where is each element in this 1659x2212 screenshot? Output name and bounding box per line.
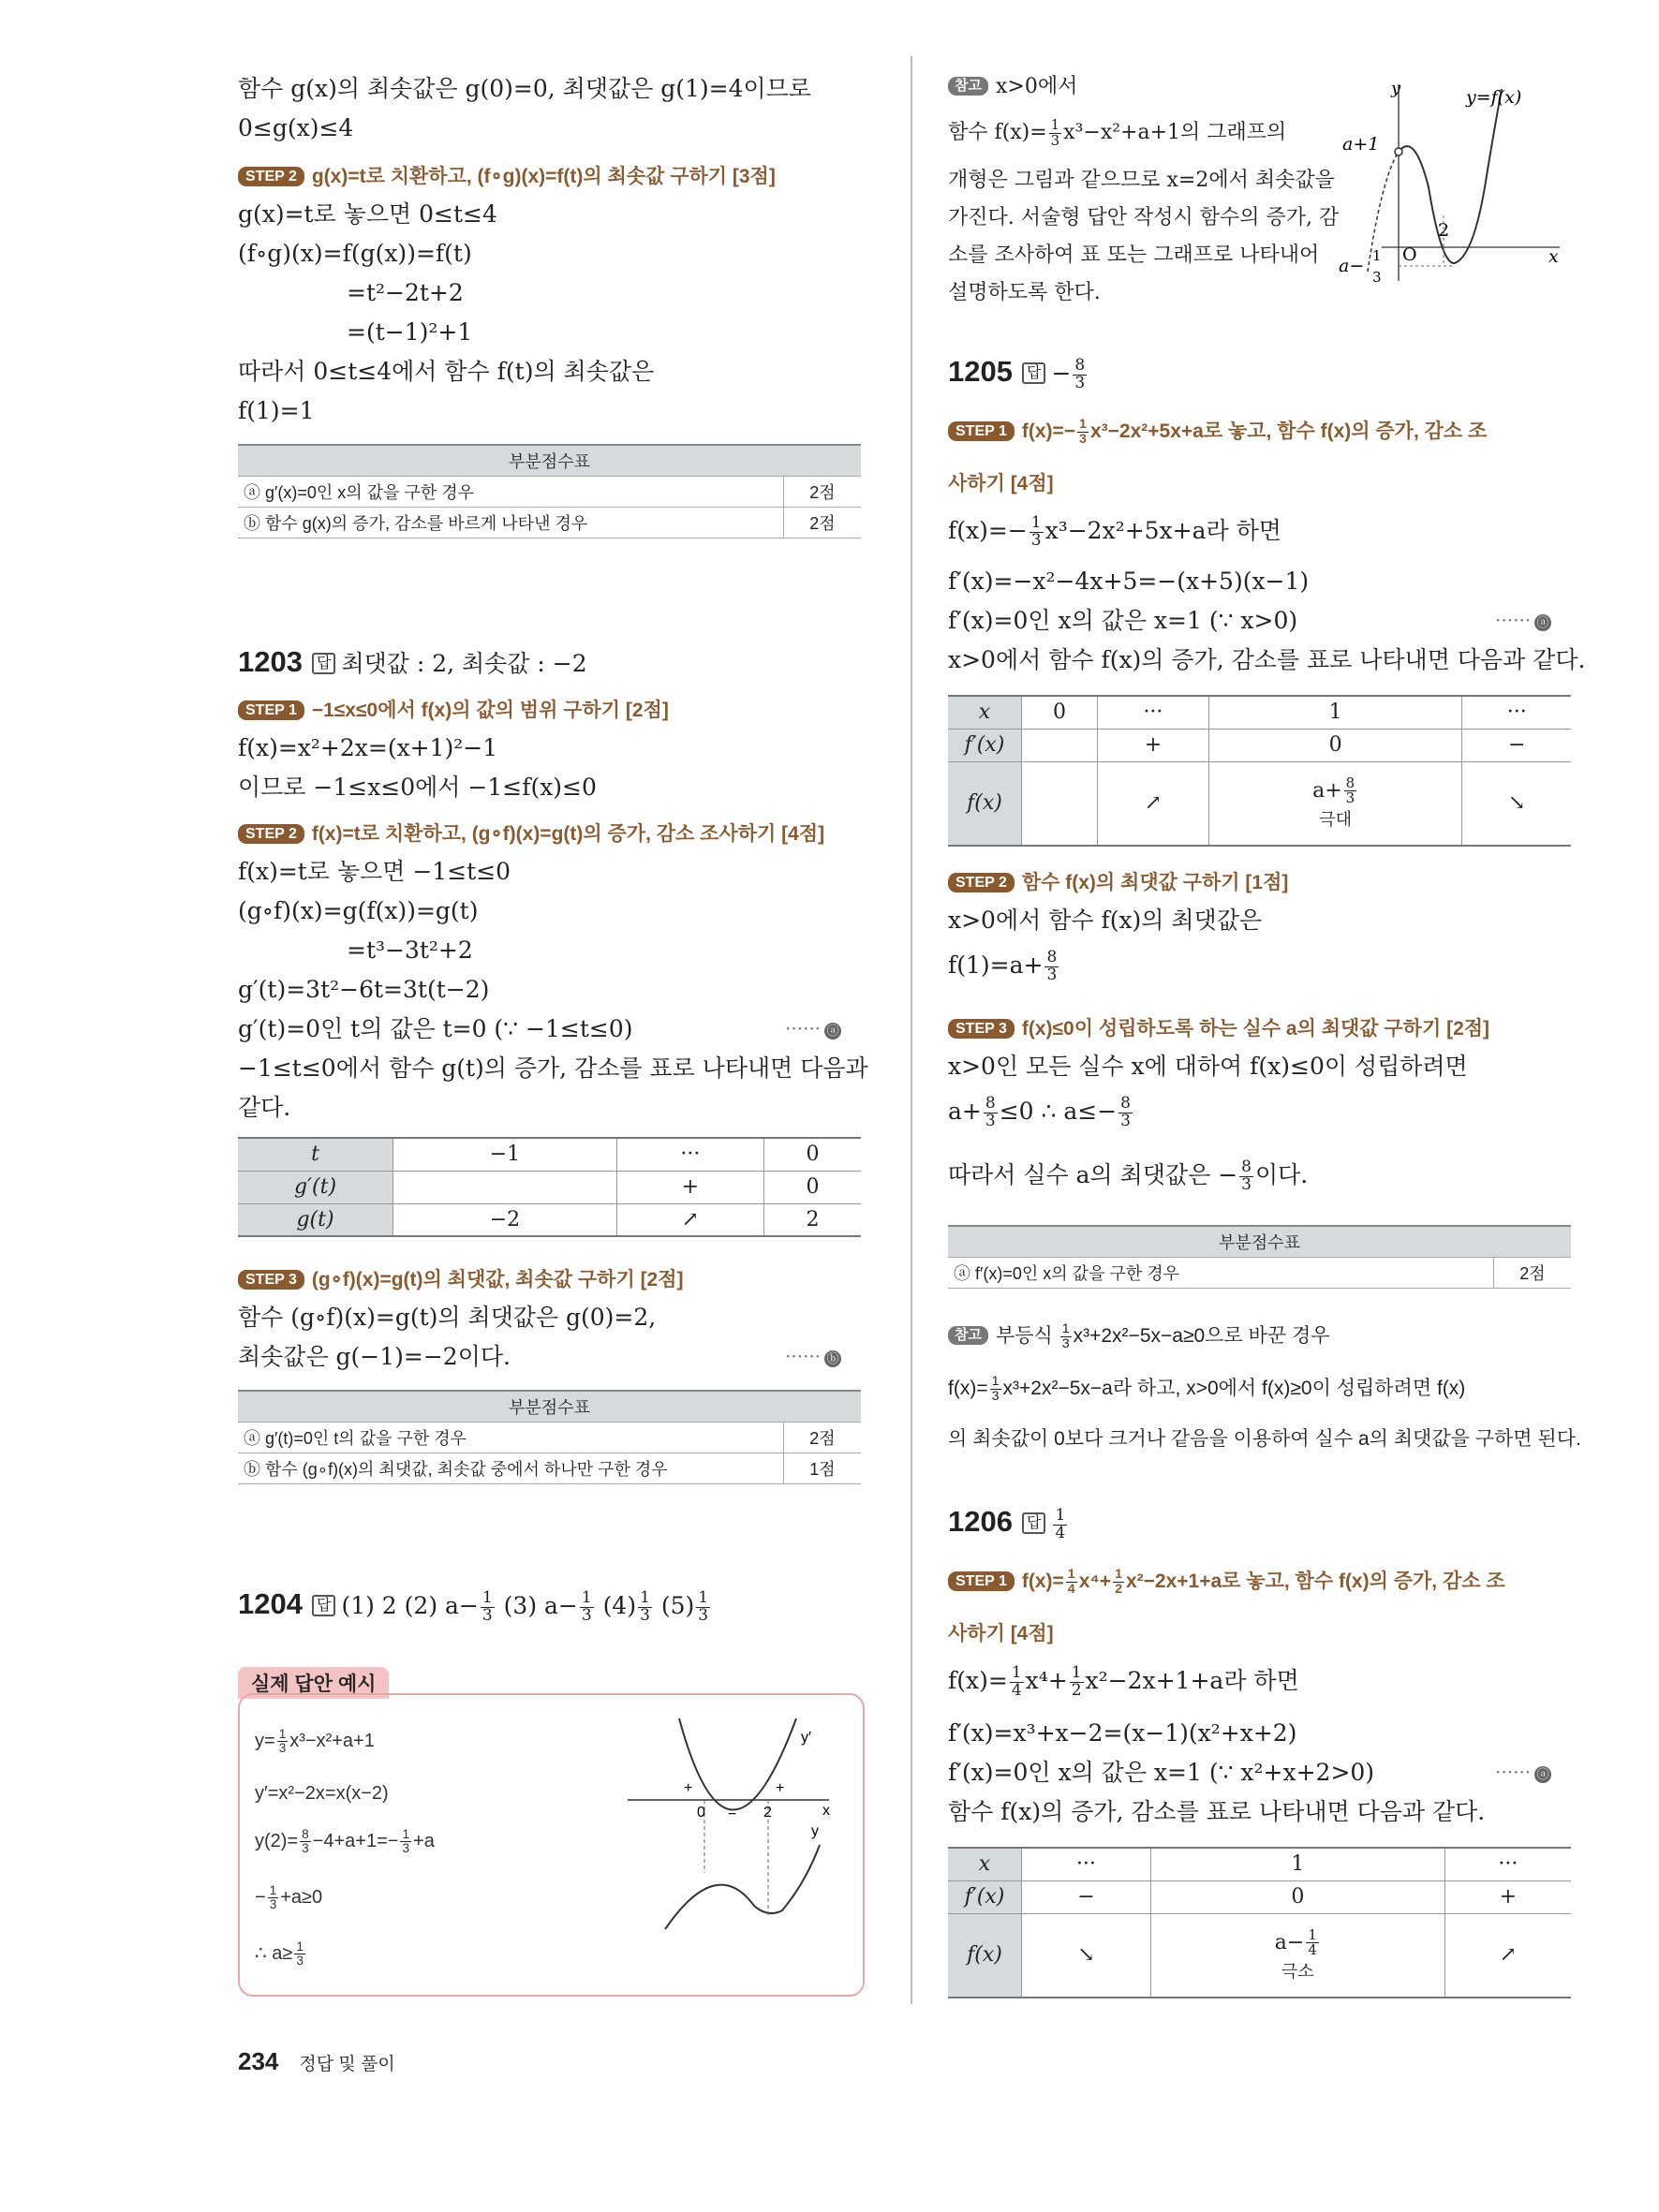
function-graph (1335, 75, 1569, 295)
handwritten-line: − $\frac{1}{3}$ +a≥0 (255, 1883, 323, 1912)
marker-a: ······ ⓐ (1495, 609, 1551, 631)
text-line: f(x)=t로 놓으면 −1≤t≤0 (238, 858, 511, 885)
text-line: f(1)=1 (238, 397, 315, 424)
cell: 1 (1208, 696, 1462, 729)
cell: − (1022, 1880, 1151, 1913)
step-text: (g∘f)(x)=g(t)의 최댓값, 최솟값 구하기 [2점] (311, 1269, 684, 1290)
note-line: 의 최솟값이 0보다 크거나 같음을 이용하여 실수 a의 최댓값을 구하면 된다. (948, 1428, 1581, 1450)
step-badge: STEP 2 (948, 873, 1015, 892)
cell: − (1462, 729, 1571, 761)
cell: f(x) (948, 761, 1022, 846)
graph-label: + (684, 1780, 693, 1796)
cell: ··· (1444, 1848, 1571, 1880)
cell: ··· (1462, 696, 1571, 729)
graph-label: 2 (1438, 220, 1450, 241)
problem-1206-header: 1206 답 $\frac{1}{4}$ (948, 1505, 1066, 1542)
text-line: =t²−2t+2 (347, 279, 464, 306)
cell: ↗ (1098, 761, 1209, 846)
text-line: 이므로 −1≤x≤0에서 −1≤f(x)≤0 (238, 774, 597, 801)
score-row: ⓐ g′(t)=0인 t의 값을 구한 경우 (238, 1423, 784, 1453)
step-heading: STEP 1 f(x)= $\frac{1}{4}$ x⁴+ $\frac{1}{2}$ x²−2x+1+a로 놓고, 함수 f(x)의 증가, 감소 조 (948, 1566, 1505, 1597)
text-line: f′(x)=0인 x의 값은 x=1 (∵ x>0) (948, 607, 1298, 634)
variation-table-1205 (948, 695, 1571, 847)
problem-1203-header (238, 644, 587, 679)
note-line: 설명하도록 한다. (948, 281, 1101, 304)
example-tab: 실제 답안 예시 (238, 1667, 389, 1699)
problem-number: 1204 (238, 1587, 303, 1620)
handwritten-line: y(2)= $\frac{8}{3}$ −4+a+1=− $\frac{1}{3}$ +a (255, 1827, 435, 1856)
graph-label: y (811, 1823, 819, 1839)
graph-label: + (776, 1780, 785, 1796)
step-text: f(x)=t로 치환하고, (g∘f)(x)=g(t)의 증가, 감소 조사하기 [4점] (311, 823, 825, 845)
cell: ↘ (1022, 1913, 1151, 1998)
score-pt: 2점 (1494, 1258, 1572, 1289)
graph-label: a− (1339, 256, 1365, 276)
cell: + (1444, 1880, 1571, 1913)
score-row: ⓑ 함수 (g∘f)(x)의 최댓값, 최솟값 중에서 하나만 구한 경우 (238, 1453, 784, 1484)
ref-badge: 참고 (948, 77, 988, 96)
marker-a: ······ ⓐ (785, 1017, 841, 1040)
step-badge: STEP 3 (948, 1019, 1015, 1039)
text-line: (f∘g)(x)=f(g(x))=f(t) (238, 240, 472, 267)
cell: 0 (1208, 729, 1462, 761)
text-line: a+ $\frac{8}{3}$ ≤0 ∴ a≤− $\frac{8}{3}$ (948, 1094, 1131, 1130)
score-title: 부분점수표 (948, 1226, 1571, 1258)
graph-label: a+1 (1342, 134, 1380, 155)
text-line: (g∘f)(x)=g(f(x))=g(t) (238, 897, 479, 924)
page-number: 234 (238, 2047, 279, 2075)
text-line: 따라서 0≤t≤4에서 함수 f(t)의 최솟값은 (238, 358, 655, 385)
text-line: 같다. (238, 1094, 291, 1121)
step-heading (948, 867, 1288, 895)
score-pt: 2점 (784, 1423, 862, 1453)
cell: 0 (1150, 1880, 1444, 1913)
step-heading (238, 161, 776, 189)
graph-label: − (728, 1806, 737, 1822)
footer-label: 정답 및 풀이 (299, 2055, 395, 2074)
graph-label: 3 (1372, 269, 1382, 286)
variation-table-1206 (948, 1847, 1571, 1998)
answer-tag: 답 (1022, 1512, 1045, 1534)
cell: ··· (616, 1138, 763, 1171)
note-line: f(x)= $\frac{1}{3}$ x³+2x²−5x−a라 하고, x>0에서 f(x)≥0이 성립하려면 f(x) (948, 1374, 1466, 1404)
score-pt: 2점 (784, 508, 862, 538)
partial-score-table (948, 1225, 1571, 1289)
score-row: ⓐ g′(x)=0인 x의 값을 구한 경우 (238, 477, 784, 508)
note-line: 함수 f(x)= $\frac{1}{3}$ x³−x²+a+1의 그래프의 (948, 116, 1287, 149)
text-line: =t³−3t²+2 (347, 936, 473, 964)
cell: 2 (763, 1203, 861, 1236)
cell: t (238, 1138, 393, 1171)
cell: 0 (763, 1138, 861, 1171)
answer-tag: 답 (312, 1595, 335, 1616)
cell: f′(x) (948, 1880, 1022, 1913)
problem-1205-header: 1205 답 − $\frac{8}{3}$ (948, 355, 1086, 392)
partial-score-table (238, 1390, 861, 1484)
cell: f′(x) (948, 729, 1022, 761)
text-line: g′(t)=0인 t의 값은 t=0 (∵ −1≤t≤0) (238, 1015, 633, 1042)
answer-text: 최댓값 : 2, 최솟값 : −2 (341, 650, 587, 677)
marker-b: ······ ⓑ (785, 1345, 841, 1367)
step-badge: STEP 2 (238, 167, 304, 186)
text-line: 따라서 실수 a의 최댓값은 − $\frac{8}{3}$ 이다. (948, 1158, 1309, 1194)
text-line: f′(x)=−x²−4x+5=−(x+5)(x−1) (948, 568, 1310, 595)
cell: ··· (1022, 1848, 1151, 1880)
text-line: g(x)=t로 놓으면 0≤t≤4 (238, 200, 497, 228)
step-heading: STEP 1 f(x)=− $\frac{1}{3}$ x³−2x²+5x+a로 놓고, 함수 f(x)의 증가, 감소 조 (948, 416, 1487, 447)
handwritten-graph (618, 1714, 848, 1957)
step-heading (238, 1264, 684, 1292)
variation-table-1203 (238, 1137, 861, 1237)
score-title: 부분점수표 (238, 445, 861, 477)
step-badge: STEP 3 (238, 1270, 304, 1290)
handwritten-line: ∴ a≥ $\frac{1}{3}$ (255, 1939, 304, 1969)
step-heading (238, 695, 669, 723)
answer-tag: 답 (312, 653, 335, 674)
step-badge: STEP 1 (948, 421, 1015, 441)
cell: g(t) (238, 1203, 393, 1236)
problem-number: 1203 (238, 645, 303, 678)
step-text: −1≤x≤0에서 f(x)의 값의 범위 구하기 [2점] (311, 700, 669, 721)
cell: a+ $\frac{8}{3}$ 극대 (1208, 761, 1462, 846)
text-line: x>0인 모든 실수 x에 대하여 f(x)≤0이 성립하려면 (948, 1053, 1468, 1080)
graph-label: 1 (1372, 247, 1382, 264)
text-line: f(x)=− $\frac{1}{3}$ x³−2x²+5x+a라 하면 (948, 513, 1281, 550)
step-text: g(x)=t로 치환하고, (f∘g)(x)=f(t)의 최솟값 구하기 [3점] (311, 166, 776, 187)
graph-label: 2 (763, 1805, 772, 1821)
text-line: f′(x)=0인 x의 값은 x=1 (∵ x²+x+2>0) (948, 1759, 1375, 1786)
step-heading (238, 818, 824, 847)
step-heading-cont: 사하기 [4점] (948, 473, 1054, 494)
partial-score-table (238, 444, 861, 538)
text-line: 함수 (g∘f)(x)=g(t)의 최댓값은 g(0)=2, (238, 1304, 657, 1331)
graph-label: O (1402, 244, 1417, 265)
graph-label: y (1391, 79, 1401, 98)
step-badge: STEP 2 (238, 824, 304, 844)
text-line: f(x)= $\frac{1}{4}$ x⁴+ $\frac{1}{2}$ x²−2x+1+a라 하면 (948, 1663, 1299, 1700)
step-text: f(x)≤0이 성립하도록 하는 실수 a의 최댓값 구하기 [2점] (1021, 1018, 1490, 1040)
score-row: ⓐ f′(x)=0인 x의 값을 구한 경우 (948, 1258, 1494, 1289)
text-line: −1≤t≤0에서 함수 g(t)의 증가, 감소를 표로 나타내면 다음과 (238, 1054, 868, 1082)
score-title: 부분점수표 (238, 1391, 861, 1423)
text-line: 0≤g(x)≤4 (238, 114, 354, 141)
cell: ↘ (1462, 761, 1571, 846)
text-line: g′(t)=3t²−6t=3t(t−2) (238, 976, 490, 1003)
problem-1204-header: 1204 답 (1) 2 (2) a− $\frac{1}{3}$ (3) a− $\frac{1}{3}$ (4) $\frac{1}{3}$ (5) $\frac{1}{3}$ (238, 1587, 709, 1625)
graph-label: 0 (697, 1805, 705, 1821)
graph-label: y=f(x) (1466, 87, 1522, 108)
cell: 0 (1022, 696, 1098, 729)
cell (393, 1171, 617, 1203)
cell: g′(t) (238, 1171, 393, 1203)
text-line: 최솟값은 g(−1)=−2이다. (238, 1343, 511, 1370)
problem-number: 1206 (948, 1505, 1013, 1538)
cell: + (616, 1171, 763, 1203)
cell: f(x) (948, 1913, 1022, 1998)
cell: 0 (763, 1171, 861, 1203)
note-line: 참고 부등식 $\frac{1}{3}$ x³+2x²−5x−a≥0으로 바꾼 경우 (948, 1322, 1330, 1351)
step-badge: STEP 1 (238, 700, 304, 720)
marker-a: ······ ⓐ (1495, 1761, 1551, 1783)
text-line: x>0에서 함수 f(x)의 최댓값은 (948, 907, 1263, 934)
step-heading-cont: 사하기 [4점] (948, 1623, 1054, 1644)
text-line: 함수 f(x)의 증가, 감소를 표로 나타내면 다음과 같다. (948, 1798, 1486, 1825)
note-line: 참고 x>0에서 (948, 75, 1077, 99)
step-badge: STEP 1 (948, 1571, 1015, 1591)
text-line: 함수 g(x)의 최솟값은 g(0)=0, 최댓값은 g(1)=4이므로 (238, 75, 811, 102)
cell: 1 (1150, 1848, 1444, 1880)
cell: x (948, 696, 1022, 729)
handwritten-line: y′=x²−2x=x(x−2) (255, 1783, 389, 1804)
cell: −1 (393, 1138, 617, 1171)
note-line: 가진다. 서술형 답안 작성시 함수의 증가, 감 (948, 206, 1340, 229)
page-footer (238, 2047, 395, 2076)
text-line: x>0에서 함수 f(x)의 증가, 감소를 표로 나타내면 다음과 같다. (948, 646, 1586, 673)
graph-label: x (1548, 246, 1559, 267)
step-heading (948, 1013, 1489, 1041)
cell (1022, 761, 1098, 846)
handwritten-line: y= $\frac{1}{3}$ x³−x²+a+1 (255, 1727, 375, 1756)
cell: ··· (1098, 696, 1209, 729)
step-text: 함수 f(x)의 최댓값 구하기 [1점] (1021, 872, 1289, 893)
column-divider (911, 56, 912, 2004)
score-pt: 2점 (784, 477, 862, 508)
score-pt: 1점 (784, 1453, 862, 1484)
cell: −2 (393, 1203, 617, 1236)
answer-tag: 답 (1022, 362, 1045, 384)
text-line: f(1)=a+ $\frac{8}{3}$ (948, 948, 1058, 984)
cell (1022, 729, 1098, 761)
text-line: f′(x)=x³+x−2=(x−1)(x²+x+2) (948, 1719, 1297, 1747)
note-line: 소를 조사하여 표 또는 그래프로 나타내어 (948, 243, 1320, 267)
graph-label: x (822, 1803, 830, 1819)
cell: x (948, 1848, 1022, 1880)
text-line: f(x)=x²+2x=(x+1)²−1 (238, 734, 498, 761)
cell: + (1098, 729, 1209, 761)
cell: ↗ (616, 1203, 763, 1236)
cell: a− $\frac{1}{4}$ 극소 (1150, 1913, 1444, 1998)
cell: ↗ (1444, 1913, 1571, 1998)
score-row: ⓑ 함수 g(x)의 증가, 감소를 바르게 나타낸 경우 (238, 508, 784, 538)
graph-label: y′ (801, 1730, 811, 1746)
note-line: 개형은 그림과 같으므로 x=2에서 최솟값을 (948, 169, 1335, 192)
ref-badge: 참고 (948, 1326, 988, 1345)
text-line: =(t−1)²+1 (347, 318, 473, 346)
problem-number: 1205 (948, 355, 1013, 388)
